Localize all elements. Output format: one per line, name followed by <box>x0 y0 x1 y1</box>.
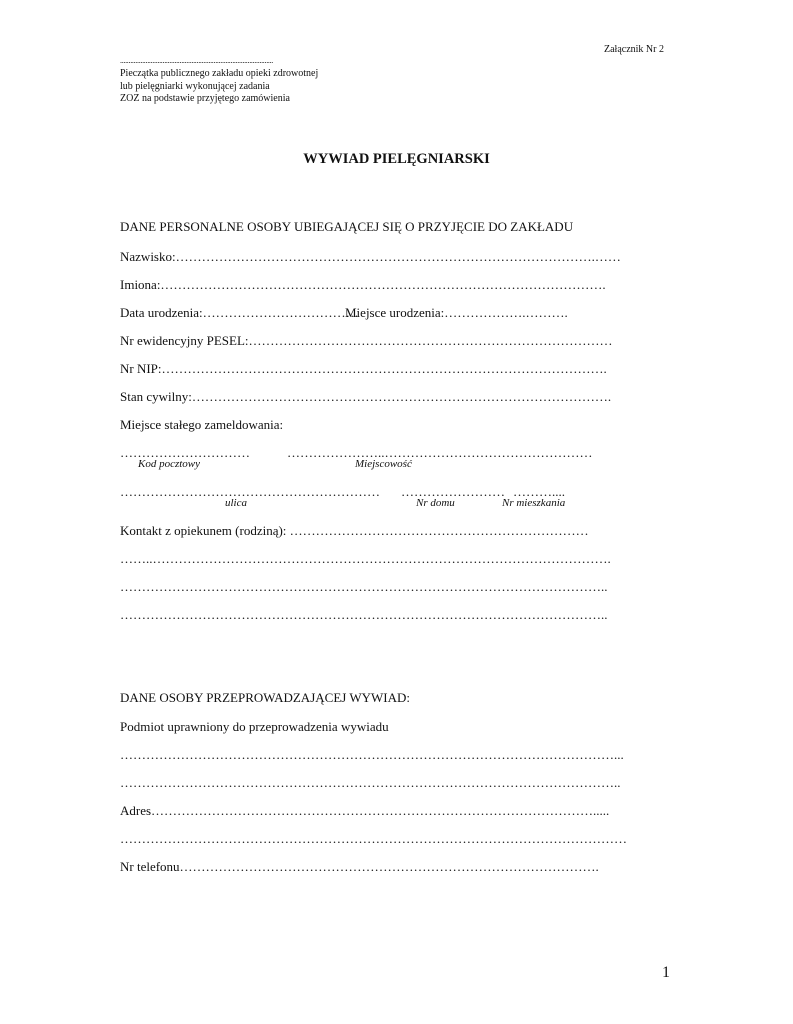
entity-label: Podmiot uprawniony do przeprowadzenia wywiadu <box>120 719 389 734</box>
house-number-label: Nr domu <box>416 497 455 509</box>
city-field[interactable]: …………………..………………………………………… <box>287 445 593 460</box>
entity-line[interactable]: …………………………………………………………………………………………………….. <box>120 775 621 790</box>
page-title: WYWIAD PIELĘGNIARSKI <box>303 151 490 167</box>
names-field[interactable]: Imiona:…………………………………………………………………………………………. <box>120 277 606 292</box>
civil-status-field[interactable]: Stan cywilny:……………………………………………………………………………………. <box>120 389 612 404</box>
stamp-caption <box>120 68 318 106</box>
birth-place-field[interactable]: Miejsce urodzenia:……………….………. <box>345 305 568 320</box>
surname-field[interactable]: Nazwisko:…………………………………………………………………………………….…… <box>120 249 621 264</box>
house-number-field[interactable]: …………………… <box>401 484 505 499</box>
section-heading-interviewer: DANE OSOBY PRZEPROWADZAJĄCEJ WYWIAD: <box>120 690 410 705</box>
street-field[interactable]: …………………………………………………… <box>120 484 380 499</box>
page-number: 1 <box>662 964 670 981</box>
street-label: ulica <box>225 497 247 509</box>
stamp-signature-line: .......................................................................................... <box>120 56 274 65</box>
address-line[interactable]: ……………………………………………………………………………………………………… <box>120 831 627 846</box>
city-label: Miejscowość <box>355 458 412 470</box>
postal-code-field[interactable]: ………………………… <box>120 445 250 460</box>
pesel-field[interactable]: Nr ewidencyjny PESEL:………………………………………………………………………… <box>120 333 613 348</box>
phone-field[interactable]: Nr telefonu……………………………………………………………………………………. <box>120 859 599 874</box>
stamp-caption-line: lub pielęgniarki wykonującej zadania <box>120 80 270 92</box>
birth-date-field[interactable]: Data urodzenia:……………………………… <box>120 305 359 320</box>
entity-line[interactable]: ……………………………………………………………………………………………………... <box>120 747 624 762</box>
stamp-caption-line: Pieczątka publicznego zakładu opieki zdrowotnej <box>120 68 319 79</box>
flat-number-label: Nr mieszkania <box>502 497 566 509</box>
nip-field[interactable]: Nr NIP:…………………………………………………………………………………………. <box>120 361 607 376</box>
stamp-caption-line: ZOZ na podstawie przyjętego zamówienia <box>120 93 290 104</box>
guardian-contact-line[interactable]: ……..……………………………………………………………………………………………. <box>120 551 611 566</box>
flat-number-field[interactable]: ……….... <box>513 484 565 499</box>
guardian-contact-line[interactable]: ………………………………………………………………………………………………….. <box>120 579 608 594</box>
address-field[interactable]: Adres…………………………………………………………………………………………..... <box>120 803 610 818</box>
guardian-contact-line[interactable]: ………………………………………………………………………………………………….. <box>120 607 608 622</box>
section-heading-personal: DANE PERSONALNE OSOBY UBIEGAJĄCEJ SIĘ O PRZYJĘCIE DO ZAKŁADU <box>120 219 574 234</box>
guardian-contact-field[interactable]: Kontakt z opiekunem (rodziną): …………………………………………………………… <box>120 523 589 538</box>
attachment-number: Załącznik Nr 2 <box>604 44 664 55</box>
residence-label: Miejsce stałego zameldowania: <box>120 417 284 432</box>
postal-code-label: Kod pocztowy <box>138 458 201 470</box>
